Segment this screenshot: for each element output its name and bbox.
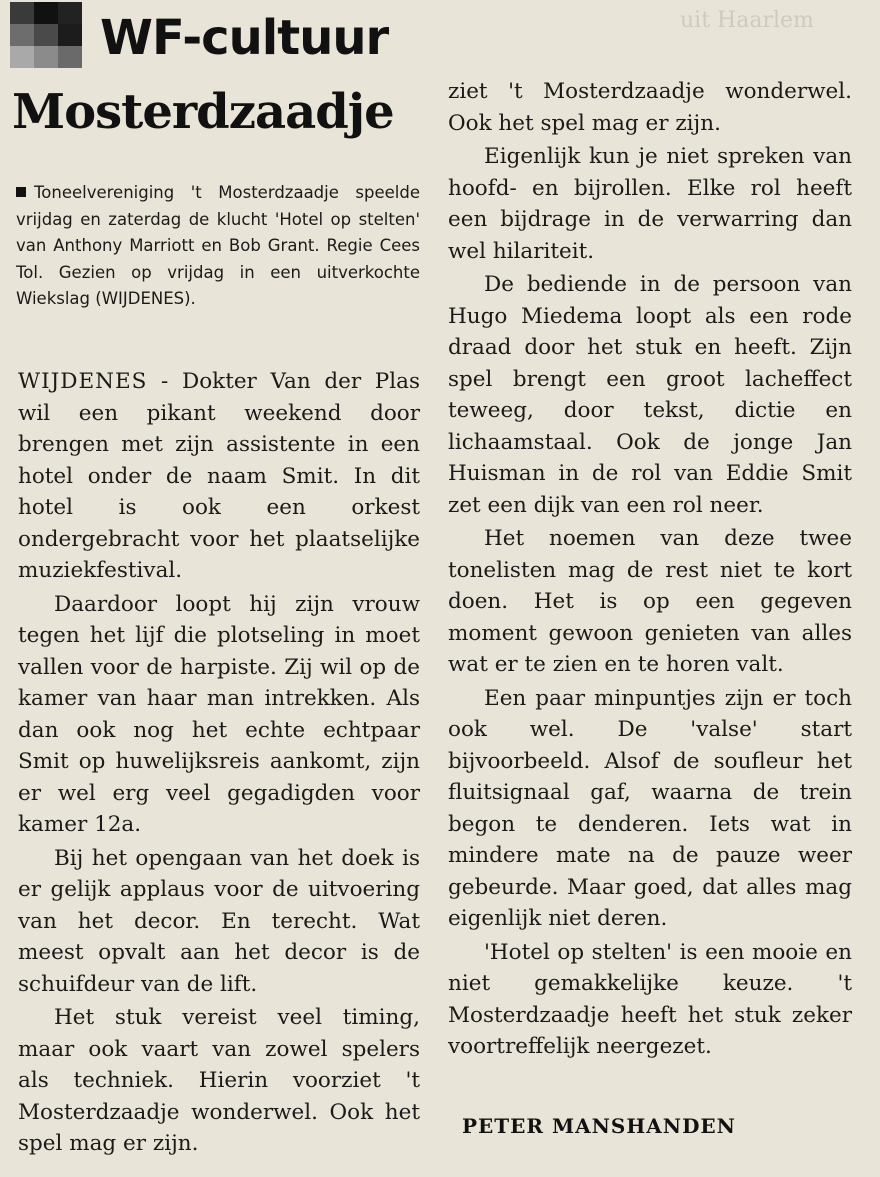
paragraph-4: Het stuk vereist veel timing, maar ook vaart van zowel spelers als techniek. Hierin voorziet 't Mosterdzaadje wonderwel. Ook het spel mag er zijn. [18,1005,420,1156]
paragraph-4-continued: ziet 't Mosterdzaadje wonderwel. Ook het spel mag er zijn. [448,79,852,136]
paragraph-1-text: - Dokter Van der Plas wil een pikant weekend door brengen met zijn assistente in een hotel onder de naam Smit. In dit hotel is ook een orkest ondergebracht voor het plaatselijke muziekfestival. [18,369,420,583]
section-logo [10,2,82,68]
bullet-icon [16,187,26,197]
byline: PETER MANSHANDEN [462,1114,736,1138]
section-label: WF-cultuur [100,10,389,66]
paragraph-9: 'Hotel op stelten' is een mooie en niet gemakkelijke keuze. 't Mosterdzaadje heeft het stuk zeker voortreffelijk neergezet. [448,939,852,1059]
paragraph-1 [18,366,420,587]
paragraph-2: Daardoor loopt hij zijn vrouw tegen het lijf die plotseling in moet vallen voor de harpiste. Zij wil op de kamer van haar man intrekken. Als dan ook nog het echte echtpaar Smit op huwelijksreis aankomt, zijn er wel erg veel gegadigden voor kamer 12a. [18,591,420,837]
right-column [448,76,852,1063]
paragraph-6: De bediende in de persoon van Hugo Miedema loopt als een rode draad door het stuk en heeft. Zijn spel brengt een groot lacheffect teweeg, door tekst, dictie en lichaamstaal. Ook de jonge Jan Huisman in de rol van Eddie Smit zet een dijk van een rol neer. [448,272,852,518]
paragraph-8: Een paar minpuntjes zijn er toch ook wel. De 'valse' start bijvoorbeeld. Alsof de soufleur het fluitsignaal gaf, waarna de trein begon te denderen. Iets wat in mindere mate na de pauze weer gebeurde. Maar goed, dat alles mag eigenlijk niet deren. [448,685,852,931]
dateline: WIJDENES [18,369,148,394]
bleed-through-text: uit Haarlem [680,8,814,33]
intro-text: Toneelvereniging 't Mosterdzaadje speelde vrijdag en zaterdag de klucht 'Hotel op stelten' van Anthony Marriott en Bob Grant. Regie Cees Tol. Gezien op vrijdag in een uitverkochte Wiekslag (WIJDENES). [16,183,420,308]
article-intro [16,180,420,313]
paragraph-5: Eigenlijk kun je niet spreken van hoofd- en bijrollen. Elke rol heeft een bijdrage in de verwarring dan wel hilariteit. [448,144,852,264]
left-column [18,366,420,1156]
paragraph-7: Het noemen van deze twee tonelisten mag de rest niet te kort doen. Het is op een gegeven moment gewoon genieten van alles wat er te zien en te horen valt. [448,526,852,677]
article-headline: Mosterdzaadje [12,84,394,140]
paragraph-3: Bij het opengaan van het doek is er gelijk applaus voor de uitvoering van het decor. En terecht. Wat meest opvalt aan het decor is de schuifdeur van de lift. [18,845,420,997]
